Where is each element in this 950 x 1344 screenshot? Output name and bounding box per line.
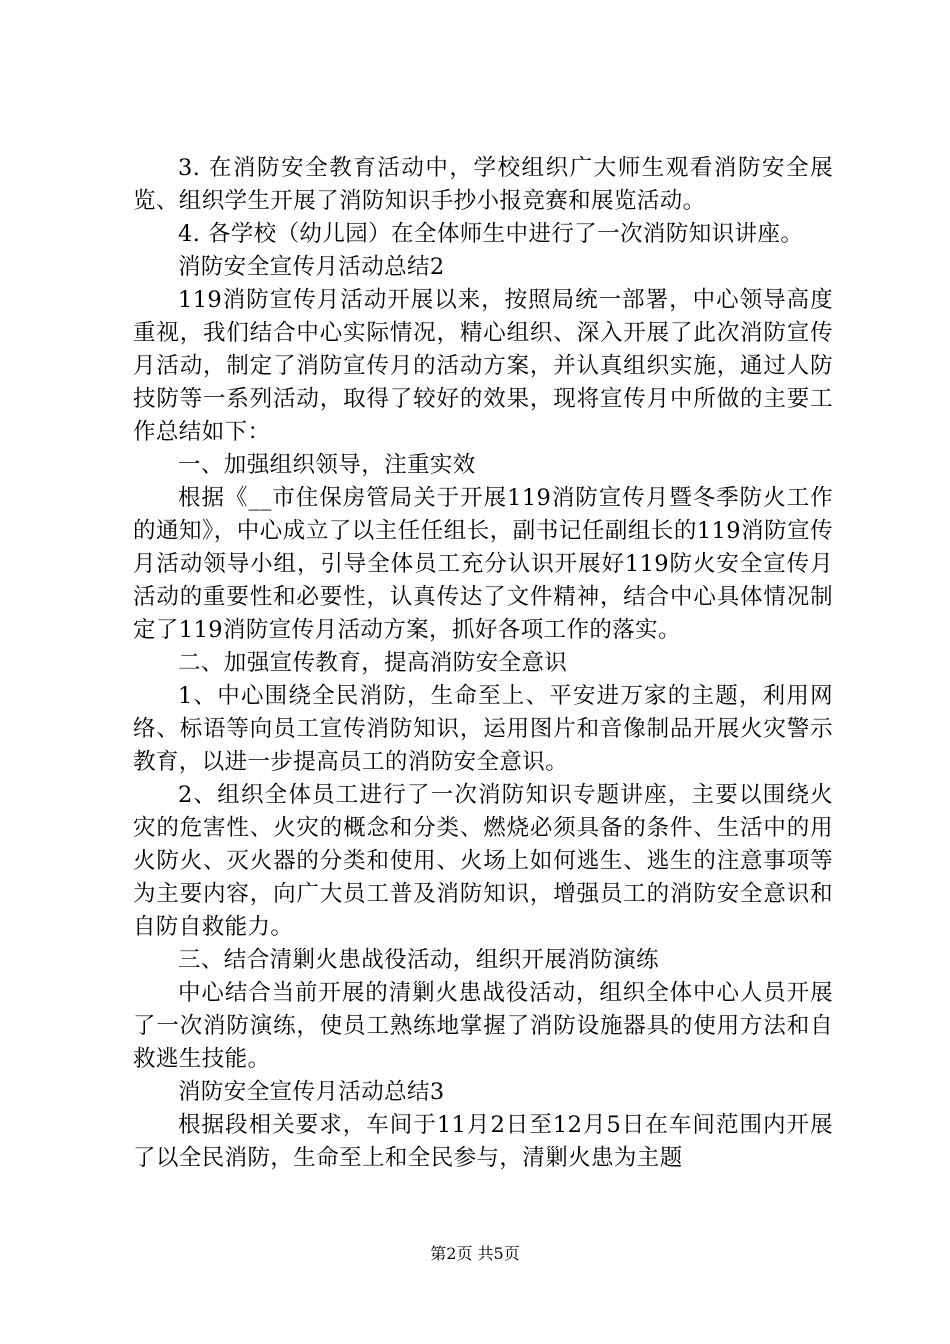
paragraph-item-3: 3. 在消防安全教育活动中，学校组织广大师生观看消防安全展览、组织学生开展了消防知识手抄小报竞赛和展览活动。 xyxy=(133,155,833,214)
paragraph-education-1: 1、中心围绕全民消防，生命至上、平安进万家的主题，利用网络、标语等向员工宣传消防知识，运用图片和音像制品开展火灾警示教育，以进一步提高员工的消防安全意识。 xyxy=(133,683,833,775)
paragraph-education-2: 2、组织全体员工进行了一次消防知识专题讲座，主要以围绕火灾的危害性、火灾的概念和分类、燃烧必须具备的条件、生活中的用火防火、灭火器的分类和使用、火场上如何逃生、逃生的注意事项等为主要内容，向广大员工普及消防知识，增强员工的消防安全意识和自防自救能力。 xyxy=(133,782,833,940)
subheading-drill: 三、结合清剿火患战役活动，组织开展消防演练 xyxy=(178,947,659,973)
section-title-summary-3: 消防安全宣传月活动总结3 xyxy=(178,1079,445,1105)
paragraph-item-4: 4. 各学校（幼儿园）在全体师生中进行了一次消防知识讲座。 xyxy=(178,221,804,247)
subheading-education: 二、加强宣传教育，提高消防安全意识 xyxy=(178,650,568,676)
paragraph-intro: 119消防宣传月活动开展以来，按照局统一部署，中心领导高度重视，我们结合中心实际情况，精心组织、深入开展了此次消防宣传月活动，制定了消防宣传月的活动方案，并认真组织实施，通过人防技防等一系列活动，取得了较好的效果，现将宣传月中所做的主要工作总结如下： xyxy=(133,287,833,445)
paragraph-organization: 根据《__市住保房管局关于开展119消防宣传月暨冬季防火工作的通知》，中心成立了以主任任组长，副书记任副组长的119消防宣传月活动领导小组，引导全体员工充分认识开展好119防火安全宣传月活动的重要性和必要性，认真传达了文件精神，结合中心具体情况制定了119消防宣传月活动方案，抓好各项工作的落实。 xyxy=(133,485,833,643)
page-footer: 第2页 共5页 xyxy=(430,1244,520,1263)
subheading-organization: 一、加强组织领导，注重实效 xyxy=(178,452,476,478)
section-title-summary-2: 消防安全宣传月活动总结2 xyxy=(178,254,445,280)
paragraph-summary-3: 根据段相关要求，车间于11月2日至12月5日在车间范围内开展了以全民消防，生命至上和全民参与，清剿火患为主题 xyxy=(133,1112,833,1171)
document-body xyxy=(133,152,833,1175)
paragraph-drill: 中心结合当前开展的清剿火患战役活动，组织全体中心人员开展了一次消防演练，使员工熟练地掌握了消防设施器具的使用方法和自救逃生技能。 xyxy=(133,980,833,1072)
